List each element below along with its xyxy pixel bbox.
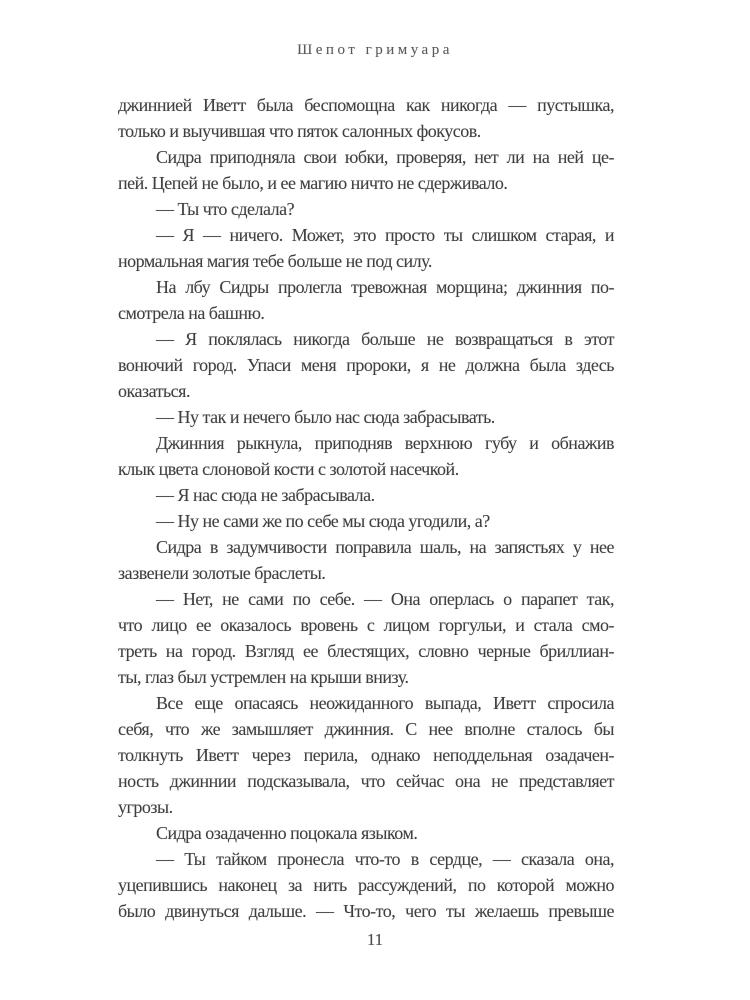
text-line: ты, глаз был устремлен на крыши внизу. (118, 667, 409, 687)
text-line: Сидра приподняла свои юбки, проверяя, нет ли на ней це- (156, 147, 614, 167)
text-line: что лицо ее оказалось вровень с лицом горгульи, и стала смо- (118, 615, 614, 635)
text-line: — Нет, не сами по себе. — Она оперлась о парапет так, (156, 589, 614, 609)
text-line: зазвенели золотые браслеты. (118, 563, 326, 583)
text-line: уцепившись наконец за нить рассуждений, по которой можно (118, 875, 614, 895)
text-line: вонючий город. Упаси меня пророки, я не должна была здесь (118, 355, 614, 375)
page-text (118, 92, 614, 924)
text-line: — Я поклялась никогда больше не возвращаться в этот (156, 329, 614, 349)
text-line: ность джиннии подсказывала, что сейчас она не представляет (118, 771, 614, 791)
text-line: Все еще опасаясь неожиданного выпада, Иветт спросила (156, 693, 614, 713)
text-line: только и выучившая что пяток салонных фокусов. (118, 121, 481, 141)
page-number: 11 (366, 930, 384, 949)
text-line: джиннией Иветт была беспомощна как никогда — пустышка, (118, 95, 614, 115)
text-line: толкнуть Иветт через перила, однако неподдельная озадачен- (118, 745, 614, 765)
text-line: угрозы. (118, 797, 173, 817)
text-line: смотрела на башню. (118, 303, 265, 323)
text-line: треть на город. Взгляд ее блестящих, словно черные бриллиан- (118, 641, 614, 661)
text-line: — Ну так и нечего было нас сюда забрасывать. (156, 407, 495, 427)
text-line: Сидра озадаченно поцокала языком. (156, 823, 418, 843)
text-line: пей. Цепей не было, и ее магию ничто не сдерживало. (118, 173, 508, 193)
text-line: — Ты тайком пронесла что-то в сердце, — сказала она, (156, 849, 614, 869)
text-line: себя, что же замышляет джинния. С нее вполне сталось бы (118, 719, 614, 739)
text-line: — Я — ничего. Может, это просто ты слишком старая, и (156, 225, 614, 245)
text-line: Джинния рыкнула, приподняв верхнюю губу и обнажив (156, 433, 614, 453)
text-line: клык цвета слоновой кости с золотой насечкой. (118, 459, 459, 479)
text-line: было двинуться дальше. — Что-то, чего ты желаешь превыше (118, 901, 614, 921)
text-line: нормальная магия тебе больше не под силу. (118, 251, 432, 271)
text-line: — Ну не сами же по себе мы сюда угодили, а? (156, 511, 490, 531)
text-line: На лбу Сидры пролегла тревожная морщина; джинния по- (156, 277, 614, 297)
text-line: — Ты что сделала? (156, 199, 295, 219)
text-line: оказаться. (118, 381, 190, 401)
text-line: — Я нас сюда не забрасывала. (156, 485, 375, 505)
text-line: Сидра в задумчивости поправила шаль, на запястьях у нее (156, 537, 614, 557)
running-title: Шепот гримуара (297, 42, 453, 58)
